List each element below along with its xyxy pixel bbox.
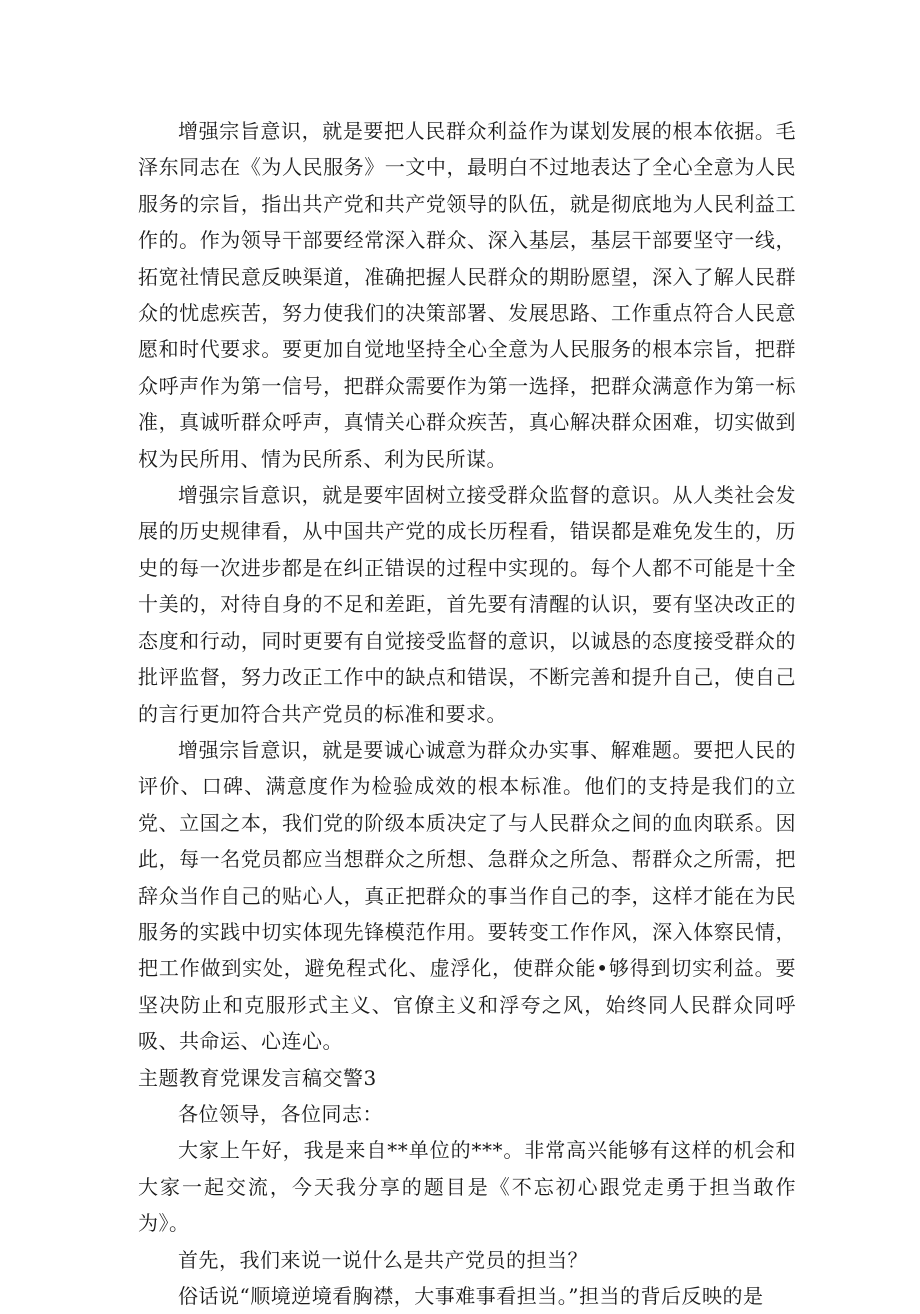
intro-paragraph: 大家上午好，我是来自**单位的***。非常高兴能够有这样的机会和大家一起交流，今天我分享的题目是《不忘初心跟党走勇于担当敢作为》。 bbox=[138, 1138, 796, 1236]
greeting: 各位领导，各位同志： bbox=[178, 1101, 383, 1126]
document-page bbox=[138, 113, 796, 1314]
paragraph-purpose-interests: 增强宗旨意识，就是要把人民群众利益作为谋划发展的根本依据。毛泽东同志在《为人民服务》一文中，最明白不过地表达了全心全意为人民服务的宗旨，指出共产党和共产党领导的队伍，就是彻底地为人民利益工作的。作为领导干部要经常深入群众、深入基层，基层干部要坚守一线，拓宽社情民意反映渠道，准确把握人民群众的期盼愿望，深入了解人民群众的忧虑疾苦，努力使我们的决策部署、发展思路、工作重点符合人民意愿和时代要求。要更加自觉地坚持全心全意为人民服务的根本宗旨，把群众呼声作为第一信号，把群众需要作为第一选择，把群众满意作为第一标准，真诚听群众呼声，真情关心群众疾苦，真心解决群众困难，切实做到权为民所用、情为民所系、利为民所谋。 bbox=[138, 119, 796, 471]
paragraph-purpose-supervision: 增强宗旨意识，就是要牢固树立接受群众监督的意识。从人类社会发展的历史规律看，从中国共产党的成长历程看，错误都是难免发生的，历史的每一次进步都是在纠正错误的过程中实现的。每个人都不可能是十全十美的，对待自身的不足和差距，首先要有清醒的认识，要有坚决改正的态度和行动，同时更要有自觉接受监督的意识，以诚恳的态度接受群众的批评监督，努力改正工作中的缺点和错误，不断完善和提升自己，使自己的言行更加符合共产党员的标准和要求。 bbox=[138, 483, 796, 726]
paragraph-purpose-practical-work: 增强宗旨意识，就是要诚心诚意为群众办实事、解难题。要把人民的评价、口碑、满意度作为检验成效的根本标准。他们的支持是我们的立党、立国之本，我们党的阶级本质决定了与人民群众之间的血肉联系。因此，每一名党员都应当想群众之所想、急群众之所急、帮群众之所需，把辞众当作自己的贴心人，真正把群众的事当作自己的李，这样才能在为民服务的实践中切实体现先锋模范作用。要转变工作作风，深入体察民情，把工作做到实处，避免程式化、虚浮化，使群众能•够得到切实利益。要坚决防止和克服形式主义、官僚主义和浮夸之风，始终同人民群众同呼吸、共命运、心连心。 bbox=[138, 737, 796, 1054]
question-paragraph: 首先，我们来说一说什么是共产党员的担当？ bbox=[178, 1247, 588, 1272]
section-heading: 主题教育党课发言稿交警3 bbox=[138, 1065, 377, 1090]
proverb-paragraph: 俗话说“顺境逆境看胸襟，大事难事看担当。”担当的背后反映的是 bbox=[178, 1284, 764, 1308]
